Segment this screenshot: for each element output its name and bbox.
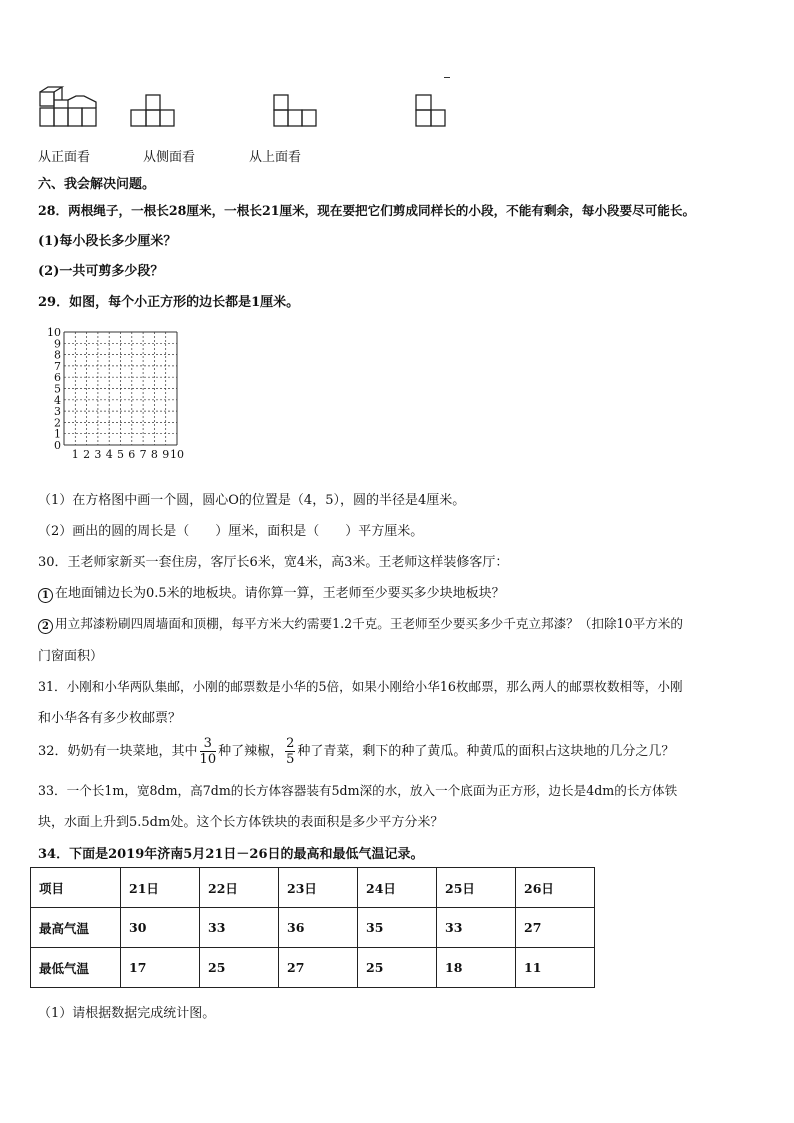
temperature-table [30, 867, 595, 988]
q31-line2: 和小华各有多少枚邮票？ [38, 711, 182, 726]
y-tick-label: 5 [54, 382, 61, 396]
x-tick-label: 2 [83, 448, 91, 461]
table-row [31, 948, 595, 988]
table-cell: 25日 [437, 868, 516, 908]
table-row [31, 908, 595, 948]
q33-line2: 块，水面上升到5.5dm处。这个长方体铁块的表面积是多少平方分米？ [38, 815, 444, 830]
table-cell: 33 [437, 908, 516, 948]
y-tick-label: 9 [54, 337, 61, 351]
y-tick-label: 4 [54, 393, 61, 407]
table-cell: 项目 [31, 868, 121, 908]
q33-line1: 33．一个长1m，宽8dm，高7dm的长方体容器装有5dm深的水，放入一个底面为正方形，边长是4dm的长方体铁 [38, 783, 678, 798]
q29-sub2: （2）画出的圆的周长是（ ）厘米，面积是（ ）平方厘米。 [38, 524, 424, 539]
y-tick-label: 7 [54, 359, 61, 373]
circled-number-1: 1 [38, 588, 53, 603]
table-cell: 最高气温 [31, 908, 121, 948]
section-title: 六、我会解决问题。 [38, 177, 156, 192]
x-tick-label: 10 [170, 448, 184, 461]
table-cell: 21日 [121, 868, 200, 908]
q32-part3: 种了青菜，剩下的种了黄瓜。种黄瓜的面积占这块地的几分之几？ [297, 744, 675, 759]
x-tick-label: 4 [105, 448, 113, 461]
table-cell: 22日 [200, 868, 279, 908]
x-tick-label: 1 [71, 448, 79, 461]
table-cell: 17 [121, 948, 200, 988]
table-cell: 23日 [279, 868, 358, 908]
q31-line1: 31．小刚和小华两队集邮，小刚的邮票数是小华的5倍，如果小刚给小华16枚邮票，那么两人的邮票枚数相等，小刚 [38, 679, 683, 694]
q29-stem: 29．如图，每个小正方形的边长都是1厘米。 [38, 295, 300, 310]
frac2-denominator: 5 [286, 752, 295, 767]
top-view-figure [272, 93, 318, 129]
q30-item2-line2: 门窗面积） [38, 649, 104, 664]
x-tick-label: 5 [117, 448, 124, 461]
circled-number-2: 2 [38, 619, 53, 634]
x-tick-label: 3 [94, 448, 102, 461]
front-view-figure [38, 86, 100, 128]
table-cell: 18 [437, 948, 516, 988]
table-cell: 最低气温 [31, 948, 121, 988]
table-cell: 11 [516, 948, 595, 988]
table-cell: 35 [358, 908, 437, 948]
frac1-denominator: 10 [199, 752, 217, 767]
y-tick-label: 3 [54, 405, 61, 419]
table-cell: 30 [121, 908, 200, 948]
table-cell: 24日 [358, 868, 437, 908]
q30-item1-text: 在地面铺边长为0.5米的地板块。请你算一算，王老师至少要买多少块地板块？ [55, 586, 505, 601]
fraction-3-10 [200, 736, 217, 767]
x-tick-label: 6 [128, 448, 136, 461]
y-tick-label: 1 [54, 427, 61, 441]
table-cell: 36 [279, 908, 358, 948]
q30-item2-text: 用立邦漆粉刷四周墙面和顶棚，每平方米大约需要1.2千克。王老师至少要买多少千克立邦漆？（扣除10平方米的 [55, 616, 683, 631]
q28-sub1: (1)每小段长多少厘米？ [38, 234, 177, 249]
q32-line [38, 736, 674, 767]
side-view-label: 从侧面看 [143, 150, 196, 165]
q32-part2: 种了辣椒， [218, 744, 284, 759]
q30-item2-line1 [38, 613, 683, 634]
y-tick-label: 0 [54, 439, 61, 452]
coordinate-grid [40, 324, 200, 474]
y-tick-label: 8 [54, 348, 61, 362]
fraction-2-5 [285, 736, 295, 767]
y-tick-label: 10 [47, 326, 61, 339]
table-cell: 26日 [516, 868, 595, 908]
q29-sub1: （1）在方格图中画一个圆，圆心O的位置是（4，5），圆的半径是4厘米。 [38, 493, 466, 508]
q30-item1 [38, 582, 505, 603]
extra-view-figure [414, 93, 448, 129]
table-cell: 27 [516, 908, 595, 948]
table-cell: 27 [279, 948, 358, 988]
table-cell: 33 [200, 908, 279, 948]
q28-stem: 28．两根绳子，一根长28厘米，一根长21厘米，现在要把它们剪成同样长的小段，不能有剩余，每小段要尽可能长。 [38, 203, 696, 218]
q34-sub1: （1）请根据数据完成统计图。 [38, 1006, 216, 1021]
x-tick-label: 8 [150, 448, 158, 461]
table-cell: 25 [200, 948, 279, 988]
x-tick-label: 9 [162, 448, 170, 461]
dash-mark [444, 77, 450, 78]
q34-stem: 34．下面是2019年济南5月21日－26日的最高和最低气温记录。 [38, 847, 424, 862]
table-cell: 25 [358, 948, 437, 988]
front-view-label: 从正面看 [38, 150, 91, 165]
q28-sub2: (2)一共可剪多少段？ [38, 264, 164, 279]
top-view-label: 从上面看 [249, 150, 302, 165]
frac2-numerator: 2 [286, 736, 295, 751]
q30-stem: 30．王老师家新买一套住房，客厅长6米，宽4米，高3米。王老师这样装修客厅： [38, 555, 509, 570]
q32-part1: 32．奶奶有一块菜地，其中 [38, 744, 198, 759]
y-tick-label: 6 [54, 371, 61, 385]
x-tick-label: 7 [139, 448, 147, 461]
frac1-numerator: 3 [200, 736, 217, 752]
side-view-figure [130, 93, 176, 129]
y-tick-label: 2 [54, 416, 61, 430]
table-header-row [31, 868, 595, 908]
